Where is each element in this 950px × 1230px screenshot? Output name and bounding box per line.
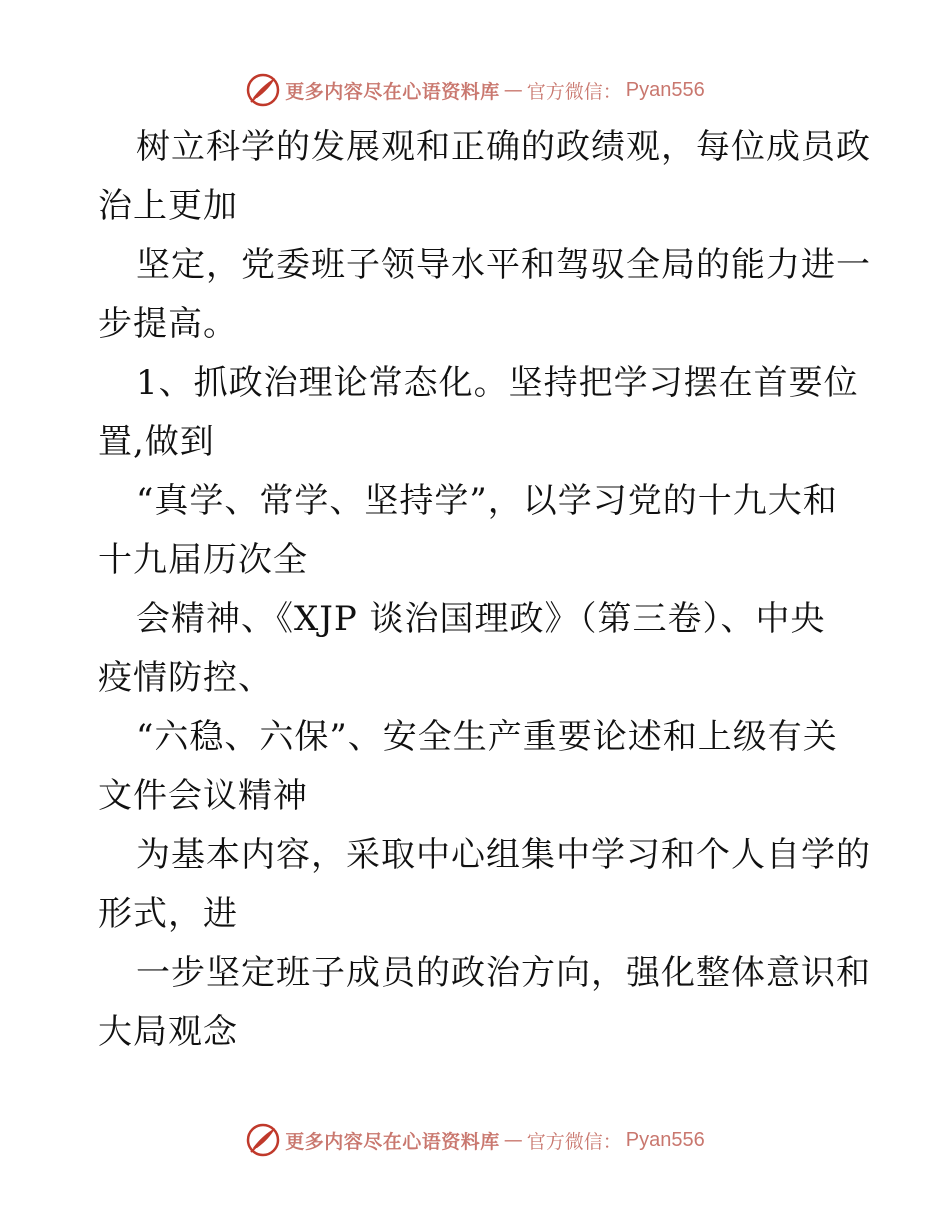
text-line: 步提高。 bbox=[98, 304, 238, 344]
text-line: 疫情防控、 bbox=[98, 658, 273, 698]
text-line: 形式，进 bbox=[98, 894, 238, 934]
banner-wechat-label: 官方微信： bbox=[526, 80, 622, 103]
text-line: “真学、常学、坚持学”，以学习党的十九大和 bbox=[136, 481, 838, 521]
banner-dash: — bbox=[503, 1129, 523, 1151]
text-line: 树立科学的发展观和正确的政绩观，每位成员政 bbox=[136, 127, 871, 167]
text-line: 坚定，党委班子领导水平和驾驭全局的能力进一 bbox=[136, 245, 871, 285]
quill-logo-icon bbox=[245, 1122, 281, 1158]
text-line: 治上更加 bbox=[98, 186, 238, 226]
banner-site-text: 更多内容尽在心语资料库 bbox=[285, 80, 500, 103]
banner-dash: — bbox=[503, 79, 523, 101]
text-line: 为基本内容，采取中心组集中学习和个人自学的 bbox=[136, 835, 871, 875]
text-line: 十九届历次全 bbox=[98, 540, 308, 580]
header-banner bbox=[0, 70, 950, 110]
text-line: 大局观念 bbox=[98, 1012, 238, 1052]
banner-wechat-id: Pyan556 bbox=[625, 1128, 705, 1151]
banner-site-text: 更多内容尽在心语资料库 bbox=[285, 1130, 500, 1153]
text-line: 会精神、《XJP 谈治国理政》（第三卷）、中央 bbox=[136, 599, 826, 639]
banner-wechat-label: 官方微信： bbox=[526, 1130, 622, 1153]
text-line: “六稳、六保”、安全生产重要论述和上级有关 bbox=[136, 717, 838, 757]
text-line: 一步坚定班子成员的政治方向，强化整体意识和 bbox=[136, 953, 871, 993]
quill-logo-icon bbox=[245, 72, 281, 108]
document-body bbox=[98, 118, 871, 1062]
text-line: 置,做到 bbox=[98, 422, 215, 462]
footer-banner bbox=[0, 1120, 950, 1160]
banner-wechat-id: Pyan556 bbox=[625, 78, 705, 101]
text-line: 1、抓政治理论常态化。坚持把学习摆在首要位 bbox=[136, 363, 859, 403]
text-line: 文件会议精神 bbox=[98, 776, 308, 816]
